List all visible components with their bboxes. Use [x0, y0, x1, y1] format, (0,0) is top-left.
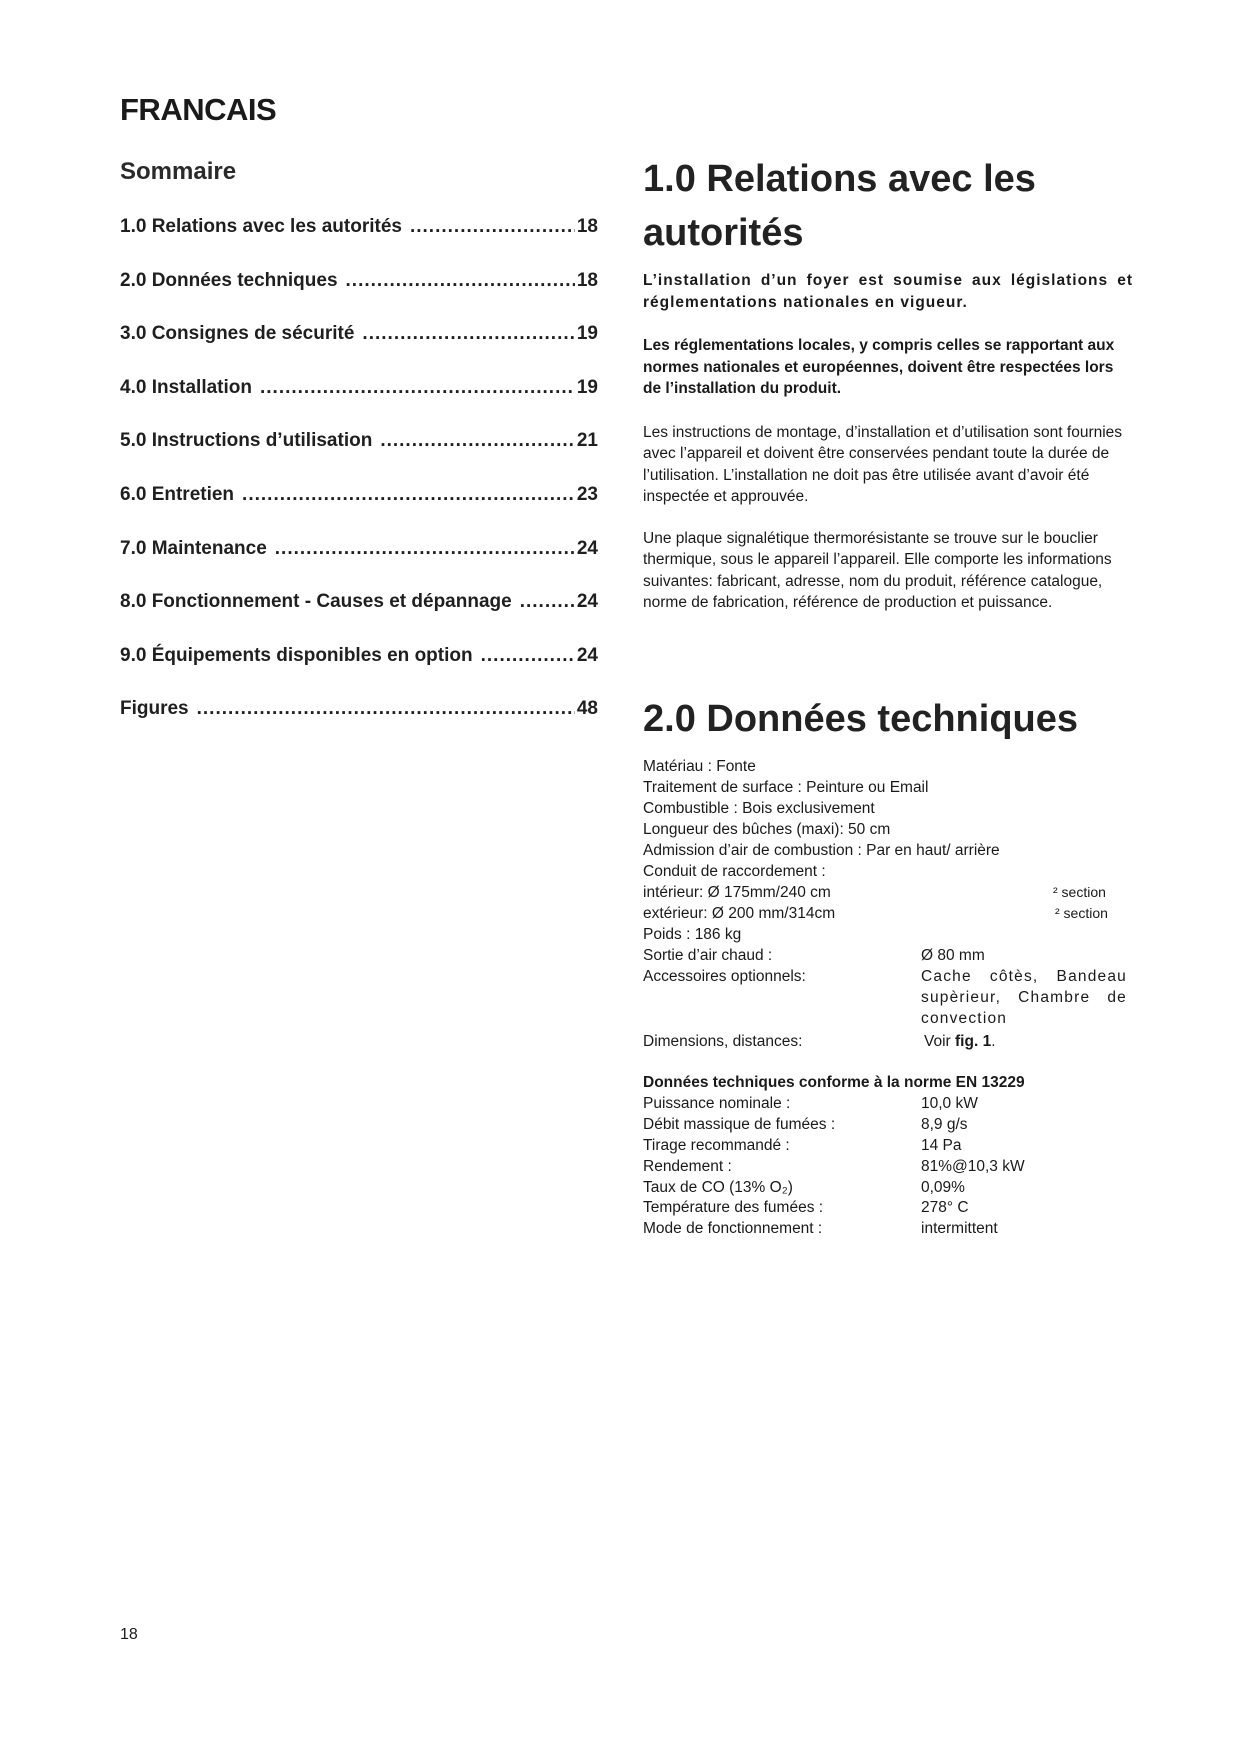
toc-item-label: 7.0 Maintenance	[120, 537, 267, 559]
toc-item-page: 21	[576, 430, 598, 452]
spec-poids: Poids : 186 kg	[643, 926, 742, 943]
toc-item-label: 3.0 Consignes de sécurité	[120, 323, 355, 345]
section-1-title: 1.0 Relations avec les autorités	[643, 158, 1036, 254]
spec-combustible: Combustible : Bois exclusivement	[643, 800, 875, 817]
spec-interieur-unit: ² section	[1053, 884, 1106, 900]
spec-sortie-label: Sortie d’air chaud :	[643, 947, 773, 964]
spec-admission: Admission d’air de combustion : Par en haut/ arrière	[643, 842, 1000, 859]
toc-item-maintenance[interactable]	[120, 538, 598, 592]
spec-traitement: Traitement de surface : Peinture ou Email	[643, 779, 929, 796]
section-1-para-1: L’installation d’un foyer est soumise aux législations et réglementations nationales en vigueur.	[643, 272, 1133, 311]
toc-item-page: 19	[576, 323, 598, 345]
toc-item-label: 8.0 Fonctionnement - Causes et dépannage	[120, 591, 512, 613]
toc-item-depannage[interactable]	[120, 591, 598, 645]
spec-materiau: Matériau : Fonte	[643, 758, 756, 775]
spec-dimensions-value: Voir fig. 1.	[924, 1033, 996, 1050]
toc-item-utilisation[interactable]	[120, 430, 598, 484]
toc-item-label: 4.0 Installation	[120, 376, 252, 398]
section-1-para-3: Les instructions de montage, d’installation et d’utilisation sont fournies avec l’appareil et doivent être conservées pendant toute la durée de l’utilisation. L’installation ne doit pas être utilisée avant d’avoir été inspectée et approuvée.	[643, 423, 1123, 505]
figure-reference: fig. 1	[955, 1033, 992, 1050]
norme-value-co: 0,09%	[921, 1179, 965, 1196]
toc-item-page: 18	[576, 216, 598, 237]
spec-sortie-value: Ø 80 mm	[921, 947, 985, 964]
norme-value-puissance: 10,0 kW	[921, 1095, 978, 1112]
toc-item-figures[interactable]	[120, 698, 598, 752]
norme-label-mode: Mode de fonctionnement :	[643, 1220, 823, 1237]
toc-item-label: 5.0 Instructions d’utilisation	[120, 430, 373, 452]
spec-accessoires-label: Accessoires optionnels:	[643, 968, 806, 985]
toc-item-label: 9.0 Équipements disponibles en option	[120, 644, 473, 666]
spec-interieur: intérieur: Ø 175mm/240 cm	[643, 884, 831, 901]
spec-longueur: Longueur des bûches (maxi): 50 cm	[643, 821, 891, 838]
spec-accessoires-value: Cache côtès, Bandeau supèrieur, Chambre de convection	[921, 968, 1127, 1027]
spec-exterieur-unit: ² section	[1055, 905, 1108, 921]
section-1-para-2: Les réglementations locales, y compris celles se rapportant aux normes nationales et européennes, doivent être respectées lors de l’installation du produit.	[643, 337, 1115, 397]
spec-conduit: Conduit de raccordement :	[643, 863, 826, 880]
toc-item-page: 19	[576, 376, 598, 398]
toc-item-page: 24	[576, 537, 598, 559]
norme-value-debit: 8,9 g/s	[921, 1116, 968, 1133]
norme-label-co: Taux de CO (13% O₂)	[643, 1179, 793, 1196]
section-2-title: 2.0 Données techniques	[643, 698, 1079, 740]
norme-label-temperature: Température des fumées :	[643, 1199, 824, 1216]
norme-value-rendement: 81%@10,3 kW	[921, 1158, 1025, 1175]
toc-item-label: 1.0 Relations avec les autorités	[120, 216, 402, 237]
spec-dimensions-label: Dimensions, distances:	[643, 1033, 803, 1050]
page-number: 18	[120, 1626, 138, 1643]
toc-item-page: 23	[576, 483, 598, 505]
toc-item-page: 18	[576, 269, 598, 291]
language-heading: FRANCAIS	[120, 92, 277, 127]
toc-item-relations[interactable]	[120, 216, 598, 270]
toc-item-page: 24	[576, 591, 598, 613]
norme-value-temperature: 278° C	[921, 1199, 969, 1216]
toc-item-installation[interactable]	[120, 377, 598, 431]
toc-item-entretien[interactable]	[120, 484, 598, 538]
table-of-contents	[120, 216, 598, 752]
toc-item-donnees[interactable]	[120, 270, 598, 324]
norme-value-mode: intermittent	[921, 1220, 998, 1237]
norme-label-puissance: Puissance nominale :	[643, 1095, 791, 1112]
technical-specs	[643, 756, 1133, 1246]
section-1	[643, 152, 1133, 614]
norme-label-debit: Débit massique de fumées :	[643, 1116, 836, 1133]
norme-title: Données techniques conforme à la norme EN 13229	[643, 1074, 1025, 1091]
toc-item-label: 6.0 Entretien	[120, 483, 235, 505]
norme-label-rendement: Rendement :	[643, 1158, 732, 1175]
norme-label-tirage: Tirage recommandé :	[643, 1137, 790, 1154]
toc-item-label: Figures	[120, 698, 189, 720]
toc-title: Sommaire	[120, 158, 237, 185]
section-1-para-4: Une plaque signalétique thermorésistante se trouve sur le bouclier thermique, sous le appareil l’appareil. Elle comporte les informations suivantes: fabricant, adresse, nom du produit, référence catalogue, norme de fabrication, référence de production et puissance.	[643, 529, 1112, 611]
toc-item-securite[interactable]	[120, 323, 598, 377]
spec-exterieur: extérieur: Ø 200 mm/314cm	[643, 905, 836, 922]
toc-item-page: 24	[576, 644, 598, 666]
toc-item-page: 48	[576, 698, 598, 720]
norme-value-tirage: 14 Pa	[921, 1137, 962, 1154]
toc-item-label: 2.0 Données techniques	[120, 269, 338, 291]
toc-item-options[interactable]	[120, 645, 598, 699]
